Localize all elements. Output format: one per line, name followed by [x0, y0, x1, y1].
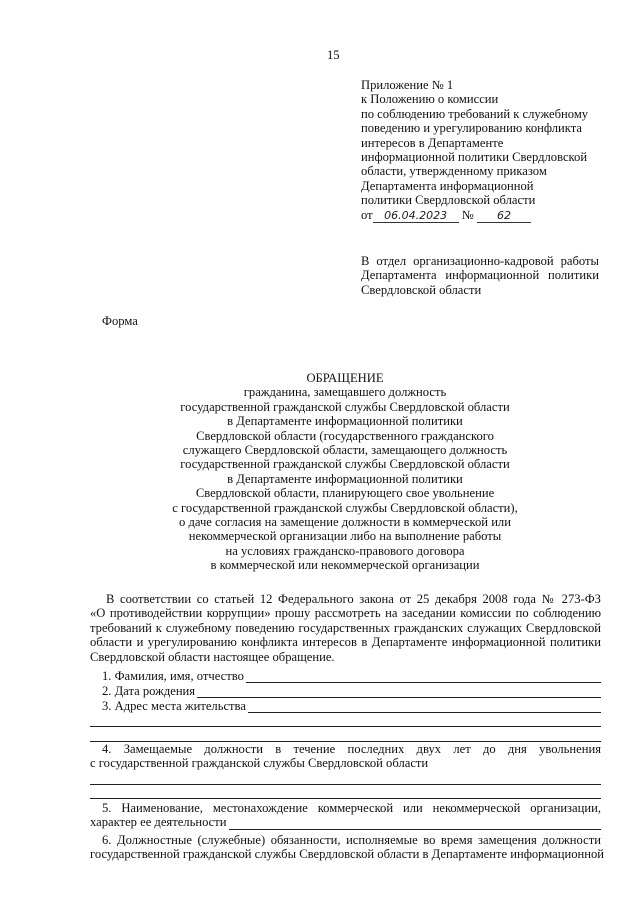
appendix-line: интересов в Департаменте [361, 135, 504, 150]
field-label: 4. Замещаемые должности в течение последних двух лет до дня увольнения [102, 742, 601, 756]
field-birth-date [90, 684, 601, 698]
field-full-name [90, 669, 601, 683]
order-number-handwritten: 62 [477, 209, 531, 223]
address-blank-line[interactable] [90, 726, 601, 727]
form-label: Форма [102, 314, 138, 328]
address-input-line[interactable] [248, 701, 601, 713]
field-organization [90, 801, 601, 830]
order-date-handwritten: 06.04.2023 [373, 209, 459, 223]
date-prefix: от [361, 207, 373, 222]
field-label: характер ее деятельности [90, 815, 227, 830]
appendix-line: политики Свердловской области [361, 193, 536, 208]
positions-blank-line[interactable] [90, 798, 601, 799]
addressee-line: Свердловской области [361, 282, 482, 297]
title-line: Свердловской области (государственного гражданского [196, 428, 494, 443]
number-prefix: № [461, 207, 474, 222]
addressee-line: Департамента информационной политики [361, 268, 599, 283]
appendix-line: к Положению о комиссии [361, 92, 499, 107]
field-duties [90, 833, 605, 862]
organization-activity-input-line[interactable] [229, 818, 601, 830]
intro-paragraph [90, 592, 601, 664]
field-label: 5. Наименование, местонахождение коммерческой или некоммерческой организации, [102, 801, 601, 815]
page-number: 15 [327, 48, 340, 62]
title-line: Свердловской области, планирующего свое увольнение [195, 486, 495, 501]
field-label: 3. Адрес места жительства [102, 698, 246, 713]
title-line: с государственной гражданской службы Свердловской области), [172, 500, 518, 515]
birth-date-input-line[interactable] [197, 686, 601, 698]
intro-line: В соответствии со статьей 12 Федерального закона от 25 декабря 2008 года № 273-ФЗ [106, 592, 601, 606]
field-label: с государственной гражданской службы Свердловской области [90, 756, 429, 771]
title-heading: ОБРАЩЕНИЕ [306, 371, 384, 385]
field-positions [90, 742, 601, 771]
addressee-block [361, 254, 599, 297]
order-date-line [361, 208, 588, 222]
field-label: 6. Должностные (служебные) обязанности, исполняемые во время замещения должности [102, 833, 601, 847]
field-label: 2. Дата рождения [102, 683, 196, 698]
document-title [90, 371, 600, 572]
title-line: на условиях гражданско-правового договора [225, 543, 465, 558]
title-line: в Департаменте информационной политики [227, 471, 463, 486]
intro-line: «О противодействии коррупции» прошу рассмотреть на заседании комиссии по соблюдению [90, 606, 601, 621]
appendix-line: области, утвержденному приказом [361, 164, 547, 179]
intro-line: области и урегулированию конфликта интересов в Департаменте информационной политики [90, 635, 601, 650]
title-line: государственной гражданской службы Свердловской области [180, 457, 510, 472]
appendix-line: информационной политики Свердловской [361, 149, 588, 164]
title-line: в коммерческой или некоммерческой организации [210, 558, 480, 573]
title-line: государственной гражданской службы Свердловской области [180, 399, 510, 414]
positions-blank-line[interactable] [90, 784, 601, 785]
addressee-line: В отдел организационно-кадровой работы [361, 254, 599, 268]
appendix-line: Департамента информационной [361, 178, 534, 193]
field-label: государственной гражданской службы Свердловской области в Департаменте информационной [90, 847, 605, 862]
title-line: в Департаменте информационной политики [227, 414, 463, 429]
title-line: о даче согласия на замещение должности в коммерческой или [179, 514, 511, 529]
appendix-block [361, 78, 588, 222]
intro-line: Свердловской области настоящее обращение. [90, 649, 335, 664]
title-line: служащего Свердловской области, замещающего должность [182, 442, 508, 457]
title-line: некоммерческой организации либо на выполнение работы [188, 529, 502, 544]
title-line: гражданина, замещавшего должность [243, 385, 447, 400]
appendix-line: поведению и урегулированию конфликта [361, 121, 582, 136]
field-address [90, 699, 601, 713]
full-name-input-line[interactable] [246, 671, 601, 683]
appendix-line: Приложение № 1 [361, 78, 454, 92]
intro-line: требований к служебному поведению государственных гражданских служащих Свердловской [90, 620, 601, 635]
appendix-line: по соблюдению требований к служебному [361, 106, 589, 121]
field-label: 1. Фамилия, имя, отчество [102, 668, 244, 683]
